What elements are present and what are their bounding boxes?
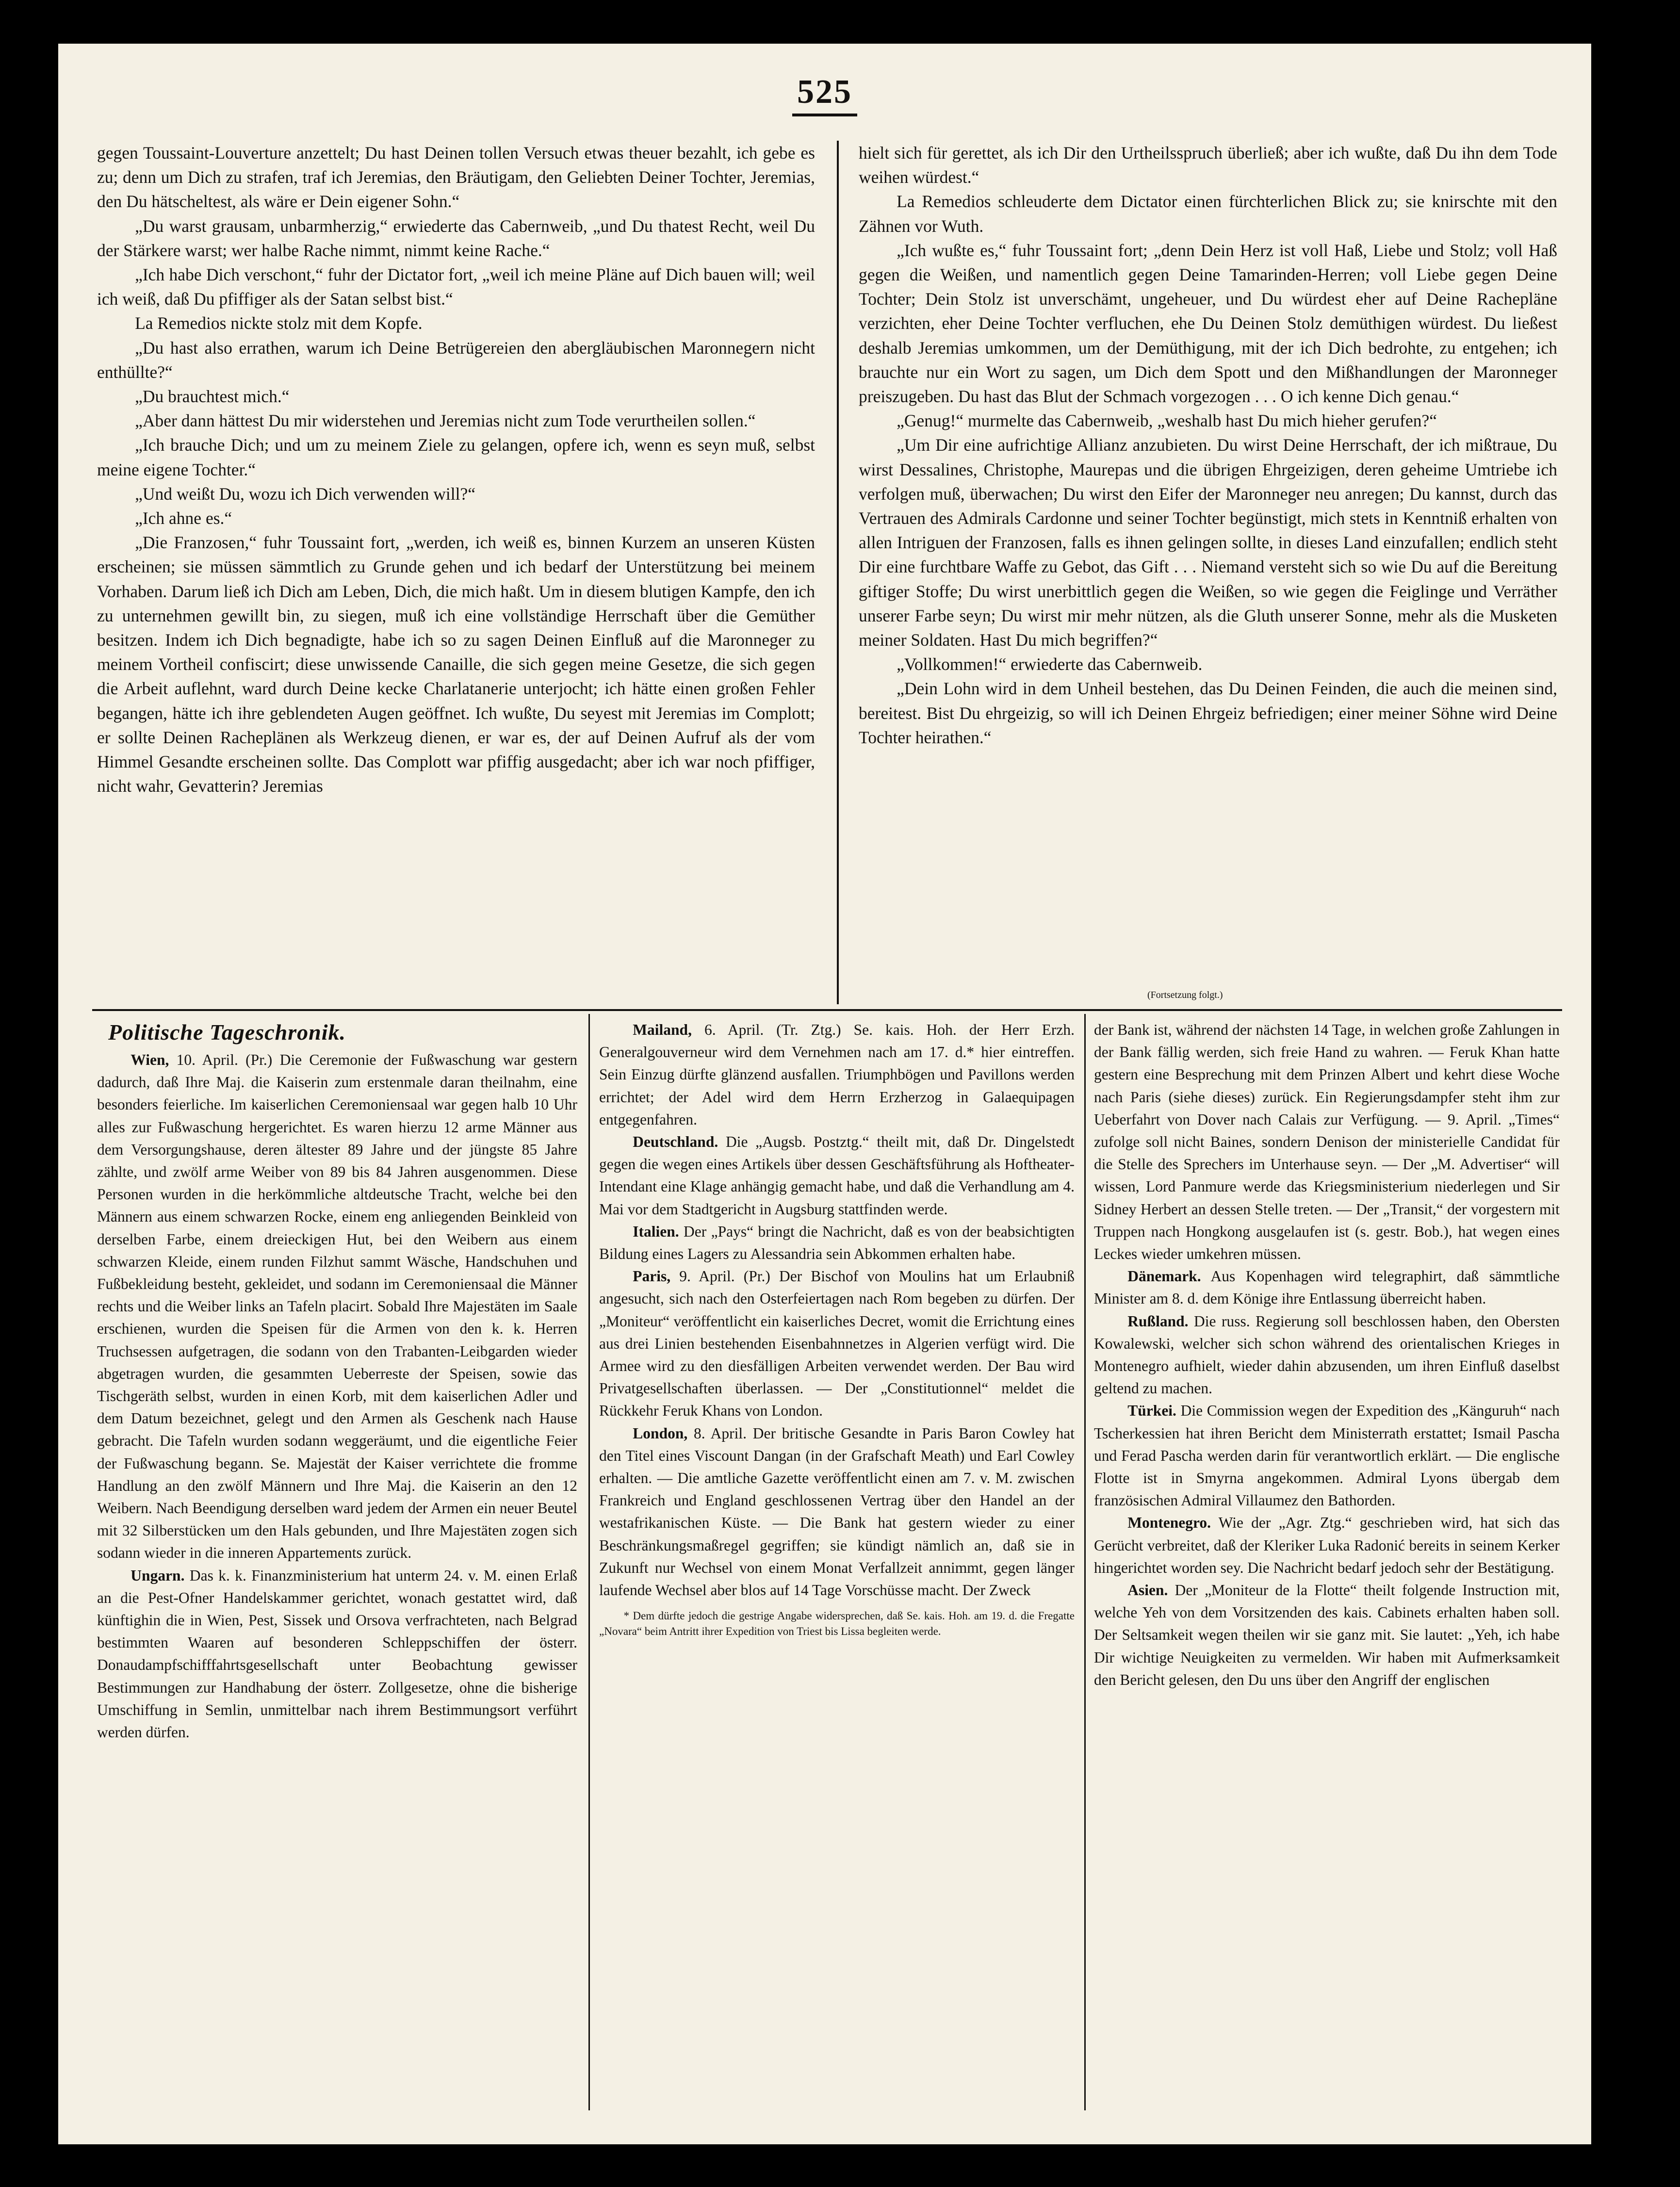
news-text: 8. April. Der britische Gesandte in Paris Baron Cowley hat den Titel eines Viscount Dangan (in der Grafschaft Meath) und Earl Cowley erhalten. — Die amtliche Gazette veröffentlicht einen am 7. v. M. zwischen Frankreich und England geschlossenen Vertrag über den Handel an der westafrikanischen Küste. — Die Bank hat gestern wieder zu einer Beschränkungsmaßregel gegriffen; sie kündigt nämlich an, daß sie in Zukunft nur Wechsel von einem Monat Verfallzeit annimmt, gegen länger laufende Wechsel aber blos auf 14 Tage Vorschüsse macht. Der Zweck [599,1424,1075,1599]
news-dateline: Italien. [633,1223,679,1240]
story-paragraph: La Remedios nickte stolz mit dem Kopfe. [135,313,423,333]
story-paragraph: „Die Franzosen,“ fuhr Toussaint fort, „werden, ich weiß es, binnen Kurzem an unseren Küsten erscheinen; sie müssen sämmtlich zu Grunde gehen und ich bedarf der Unterstützung bei meinem Vorhaben. Darum ließ ich Dich am Leben, Dich, die mich haßt. Um in diesem blutigen Kampfe, den ich zu unternehmen gewillt bin, zu siegen, muß ich eine vollständige Herrschaft über die Gemüther besitzen. Indem ich Dich begnadigte, habe ich so zu sagen Deinen Einfluß auf die Maronneger zu meinem Vortheil confiscirt; diese unwissende Canaille, die sich gegen meine Gesetze, die sich gegen die Arbeit auflehnt, ward durch Deine kecke Charlatanerie unterjocht; ich hätte einen großen Fehler begangen, hätte ich ihre geblendeten Augen geöffnet. Ich wußte, Du seyest mit Jeremias im Complott; er sollte Deinen Racheplänen als Werkzeug dienen, er war es, der auf Deinen Aufruf als der vom Himmel Gesandte erscheinen sollte. Das Complott war pfiffig ausgedacht; aber ich war noch pfiffiger, nicht wahr, Gevatterin? Jeremias [97,533,815,796]
news-text: 6. April. (Tr. Ztg.) Se. kais. Hoh. der Herr Erzh. Generalgouverneur wird dem Vernehmen nach am 17. d.* hier eintreffen. Sein Einzug dürfte glänzend ausfallen. Triumphbögen und Pavillons werden errichtet; der Adel wird dem Herrn Erzherzog in Galaequipagen entgegenfahren. [599,1021,1075,1128]
news-dateline: Dänemark. [1127,1268,1201,1285]
news-item [1094,1310,1560,1400]
news-dateline: Rußland. [1127,1312,1189,1330]
news-dateline: Asien. [1127,1582,1168,1599]
news-item [599,1265,1075,1422]
news-item [1094,1019,1560,1265]
story-paragraph: hielt sich für gerettet, als ich Dir den Urtheilsspruch überließ; aber ich wußte, daß Du ihn dem Tode weihen würdest.“ [859,143,1557,187]
chronicle-column-1 [97,1019,577,2105]
story-left-column [97,141,815,995]
news-item [1094,1400,1560,1512]
news-text: Das k. k. Finanzministerium hat unterm 24. v. M. einen Erlaß an die Pest-Ofner Handelskammer gerichtet, wonach gestattet wird, daß künftighin die in Wien, Pest, Sissek und Orsova verfrachteten, nach Belgrad bestimmten Waaren auf besonderen Schleppschiffen der österr. Donaudampfschifffahrtsgesellschaft unter Beobachtung gewisser Bestimmungen zur Handhabung der österr. Zollgesetze, ohne die bisherige Umschiffung in Semlin, unmittelbar nach ihrem Bestimmungsort verführt werden dürfen. [97,1567,577,1741]
story-paragraph: „Und weißt Du, wozu ich Dich verwenden will?“ [135,484,475,504]
story-column-divider [837,141,839,1004]
story-paragraph: „Genug!“ murmelte das Cabernweib, „weshalb hast Du mich hieher gerufen?“ [897,411,1437,431]
news-item [599,1221,1075,1265]
news-item [1094,1265,1560,1310]
story-paragraph: „Vollkommen!“ erwiederte das Cabernweib. [897,654,1203,674]
news-item [97,1049,577,1565]
news-text: Die russ. Regierung soll beschlossen haben, den Obersten Kowalewski, welcher sich schon während des orientalischen Krieges in Montenegro aufhielt, wieder dahin abzusenden, um ihren Einfluß daselbst geltend zu machen. [1094,1312,1560,1397]
chronicle-heading: Politische Tageschronik. [108,1020,346,1045]
chronicle-column-3 [1094,1019,1560,2105]
news-text: 9. April. (Pr.) Der Bischof von Moulins hat um Erlaubniß angesucht, sich nach den Osterfeiertagen nach Rom begeben zu dürfen. Der „Moniteur“ veröffentlicht ein kaiserliches Decret, womit die Errichtung eines aus drei Linien bestehenden Eisenbahnnetzes in Algerien verfügt wird. Die Armee wird zu den diesfälligen Arbeiten verwendet werden. Der Bau wird Privatgesellschaften überlassen. — Der „Constitutionnel“ meldet die Rückkehr Feruk Khans von London. [599,1268,1075,1420]
chronicle-divider-1 [588,1014,590,2110]
story-paragraph: „Du hast also errathen, warum ich Deine Betrügereien den abergläubischen Maronnegern nicht enthüllte?“ [97,338,815,382]
newspaper-page [58,44,1591,2144]
story-paragraph: „Um Dir eine aufrichtige Allianz anzubieten. Du wirst Deine Herrschaft, der ich mißtraue, Du wirst Dessalines, Christophe, Maurepas und die übrigen Ehrgeizigen, deren geheime Umtriebe ich verfolgen muß, überwachen; Du wirst den Eifer der Maronneger neu anregen; Du kannst, durch das Vertrauen des Admirals Cardonne und seiner Tochter begünstigt, mich stets in Kenntniß erhalten von allen Intriguen der Franzosen, falls es ihnen gelingen sollte, in dieses Land einzufallen; endlich steht Dir eine furchtbare Waffe zu Gebot, das Gift . . . Niemand versteht sich so wie Du auf die Bereitung giftiger Stoffe; Du wirst unerbittlich gegen die Weißen, so wie gegen die Feiglinge und Verräther unserer Farbe seyn; Du wirst mir mehr nützen, als die Gluth unserer Sonne, mehr als die Musketen meiner Soldaten. Hast Du mich begriffen?“ [859,435,1557,650]
news-text: der Bank ist, während der nächsten 14 Tage, in welchen große Zahlungen in der Bank fällig werden, sich freie Hand zu wahren. — Feruk Khan hatte gestern eine Besprechung mit dem Prinzen Albert und kehrt diese Woche nach Paris (siehe dieses) zurück. Ein Regierungsdampfer steht ihm zur Ueberfahrt von Dover nach Calais zur Verfügung. — 9. April. „Times“ zufolge soll nicht Baines, sondern Denison der ministerielle Candidat für die Stelle des Sprechers im Unterhause seyn. — Der „M. Advertiser“ will wissen, Lord Panmure werde das Kriegsministerium niederlegen und Sir Sidney Herbert an dessen Stelle treten. — Der „Transit,“ der vorgestern mit Truppen nach Hongkong ausgelaufen ist (s. gestr. Bob.), hat wegen eines Leckes wieder umkehren müssen. [1094,1021,1560,1263]
news-item [1094,1512,1560,1579]
news-text: 10. April. (Pr.) Die Ceremonie der Fußwaschung war gestern dadurch, daß Ihre Maj. die Kaiserin zum erstenmale daran theilnahm, eine besonders feierliche. Im kaiserlichen Ceremoniensaal war gegen halb 10 Uhr alles zur Fußwaschung hergerichtet. Es waren hierzu 12 arme Männer aus dem Versorgungshause, deren ältester 89 Jahre und der jüngste 85 Jahre zählte, und zwölf arme Weiber von 89 bis 84 Jahren ausgenommen. Diese Personen wurden in die herkömmliche altdeutsche Tracht, welche bei den Männern aus einem schwarzen Rocke, einem eng anliegenden Beinkleid von derselben Farbe, einem dreieckigen Hut, bei den Weibern aus einem schwarzen Kleide, einem runden Filzhut sammt Wäsche, Handschuhen und Fußbekleidung besteht, gekleidet, und sodann im Ceremoniensaal die Männer rechts und die Weiber links an Tafeln placirt. Sobald Ihre Majestäten im Saale erschienen, wurden die Speisen für die Armen von den k. k. Herren Truchsessen aufgetragen, die sodann von den Trabanten-Leibgarden wieder abgetragen wurden, die gesammten Ueberreste der Speisen, sowie das Tischgeräth selbst, wurden in einen Korb, mit dem kaiserlichen Adler und dem Datum bezeichnet, gelegt und den Armen als Geschenk nach Hause gebracht. Die Tafeln wurden sodann weggeräumt, und die eigentliche Feier der Fußwaschung begann. Se. Majestät der Kaiser verrichtete die fromme Handlung an den zwölf Männern und Ihre Maj. die Kaiserin an den 12 Weibern. Nach Beendigung derselben ward jedem der Armen ein neuer Beutel mit 32 Silberstücken um den Hals gebunden, und Ihre Majestäten zogen sich sodann wieder in die inneren Appartements zurück. [97,1051,577,1562]
chronicle-divider-2 [1084,1014,1086,2110]
story-paragraph: gegen Toussaint-Louverture anzettelt; Du hast Deinen tollen Versuch etwas theuer bezahlt, ich gebe es zu; denn um Dich zu strafen, traf ich Jeremias, den Bräutigam, den Geliebten Deiner Tochter, Jeremias, den Du hätscheltest, als wäre er Dein eigener Sohn.“ [97,143,815,212]
news-item [1094,1579,1560,1691]
story-paragraph: „Ich habe Dich verschont,“ fuhr der Dictator fort, „weil ich meine Pläne auf Dich bauen will; weil ich weiß, daß Du pfiffiger als der Satan selbst bist.“ [97,265,815,309]
story-paragraph: „Ich brauche Dich; und um zu meinem Ziele zu gelangen, opfere ich, wenn es seyn muß, selbst meine eigene Tochter.“ [97,435,815,479]
news-text: Die „Augsb. Postztg.“ theilt mit, daß Dr. Dingelstedt gegen die wegen eines Artikels über dessen Geschäftsführung als Hoftheater-Intendant eine Klage anhängig gemacht habe, und daß die Verhandlung am 4. Mai vor dem Stadtgericht in Augsburg stattfinden werde. [599,1133,1075,1218]
news-dateline: Mailand, [633,1021,692,1038]
story-paragraph: La Remedios schleuderte dem Dictator einen fürchterlichen Blick zu; sie knirschte mit den Zähnen vor Wuth. [859,192,1557,236]
story-paragraph: „Ich wußte es,“ fuhr Toussaint fort; „denn Dein Herz ist voll Haß, Liebe und Stolz; voll Haß gegen die Weißen, und namentlich gegen Deine Tamarinden-Herren; voll Liebe gegen Deine Tochter; Dein Stolz ist unverschämt, ungeheuer, und Du würdest eher auf Deine Rachepläne verzichten, eher Deine Tochter verfluchen, ehe Du Deinen Stolz demüthigen würdest. Du ließest deshalb Jeremias umkommen, um der Demüthigung, mit der ich Dich bedrohte, zu entgehen; ich brauchte nur ein Wort zu sagen, um Dich dem Spott und den Mißhandlungen der Maronneger preiszugeben. Du hast das Blut der Schmach vorgezogen . . . O ich kenne Dich genau.“ [859,240,1557,407]
news-item [599,1019,1075,1131]
story-paragraph: „Du brauchtest mich.“ [135,387,290,407]
news-item [97,1565,577,1744]
news-dateline: Ungarn. [130,1567,185,1584]
news-dateline: Deutschland. [633,1133,718,1151]
page-number [58,73,1591,116]
footnote: * Dem dürfte jedoch die gestrige Angabe widersprechen, daß Se. kais. Hoh. am 19. d. die Fregatte „Novara“ beim Antritt ihrer Expedition von Triest bis Lissa begleiten werde. [599,1610,1075,1638]
news-text: Die Commission wegen der Expedition des „Känguruh“ nach Tscherkessien hat ihren Bericht dem Ministerrath erstattet; Ismail Pascha und Ferad Pascha werden darin für verantwortlich erklärt. — Die englische Flotte ist in Smyrna angekommen. Admiral Lyons übergab dem französischen Admiral Villaumez den Bathorden. [1094,1402,1560,1509]
news-text: Der „Pays“ bringt die Nachricht, daß es von der beabsichtigten Bildung eines Lagers zu Alessandria sein Abkommen erhalten habe. [599,1223,1075,1263]
story-paragraph: „Du warst grausam, unbarmherzig,“ erwiederte das Cabernweib, „und Du thatest Recht, weil Du der Stärkere warst; wer halbe Rache nimmt, nimmt keine Rache.“ [97,216,815,260]
news-dateline: Paris, [633,1268,671,1285]
story-right-column [859,141,1557,985]
news-dateline: Wien, [130,1051,169,1068]
news-dateline: Türkei. [1127,1402,1176,1420]
page-number-text: 525 [792,73,857,116]
news-text: Wie der „Agr. Ztg.“ geschrieben wird, hat sich das Gerücht verbreitet, daß der Kleriker Luka Radonić bereits in seinem Kerker hingerichtet worden sey. Die Nachricht bedarf jedoch sehr der Bestätigung. [1094,1514,1560,1576]
news-dateline: Montenegro. [1127,1514,1211,1532]
news-dateline: London, [633,1424,688,1442]
continuation-note: (Fortsetzung folgt.) [1147,990,1223,1000]
story-paragraph: „Aber dann hättest Du mir widerstehen und Jeremias nicht zum Tode verurtheilen sollen.“ [135,411,756,431]
news-item [599,1422,1075,1602]
news-text: Aus Kopenhagen wird telegraphirt, daß sämmtliche Minister am 8. d. dem Könige ihre Entlassung überreicht haben. [1094,1268,1560,1307]
story-paragraph: „Ich ahne es.“ [135,508,232,528]
story-chronicle-divider [92,1009,1562,1011]
story-paragraph: „Dein Lohn wird in dem Unheil bestehen, das Du Deinen Feinden, die auch die meinen sind, bereitest. Bist Du ehrgeizig, so will ich Deinen Ehrgeiz befriedigen; einer meiner Söhne wird Deine Tochter heirathen.“ [859,679,1557,747]
news-text: Der „Moniteur de la Flotte“ theilt folgende Instruction mit, welche Yeh von dem Vorsitzenden des kais. Cabinets erhalten haben soll. Der Seltsamkeit wegen theilen wir sie ganz mit. Sie lautet: „Yeh, ich habe Dir wichtige Neuigkeiten zu vermelden. Wir haben mit Aufmerksamkeit den Bericht gelesen, den Du uns über den Angriff der englischen [1094,1582,1560,1688]
news-item [599,1131,1075,1221]
chronicle-column-2 [599,1019,1075,2105]
